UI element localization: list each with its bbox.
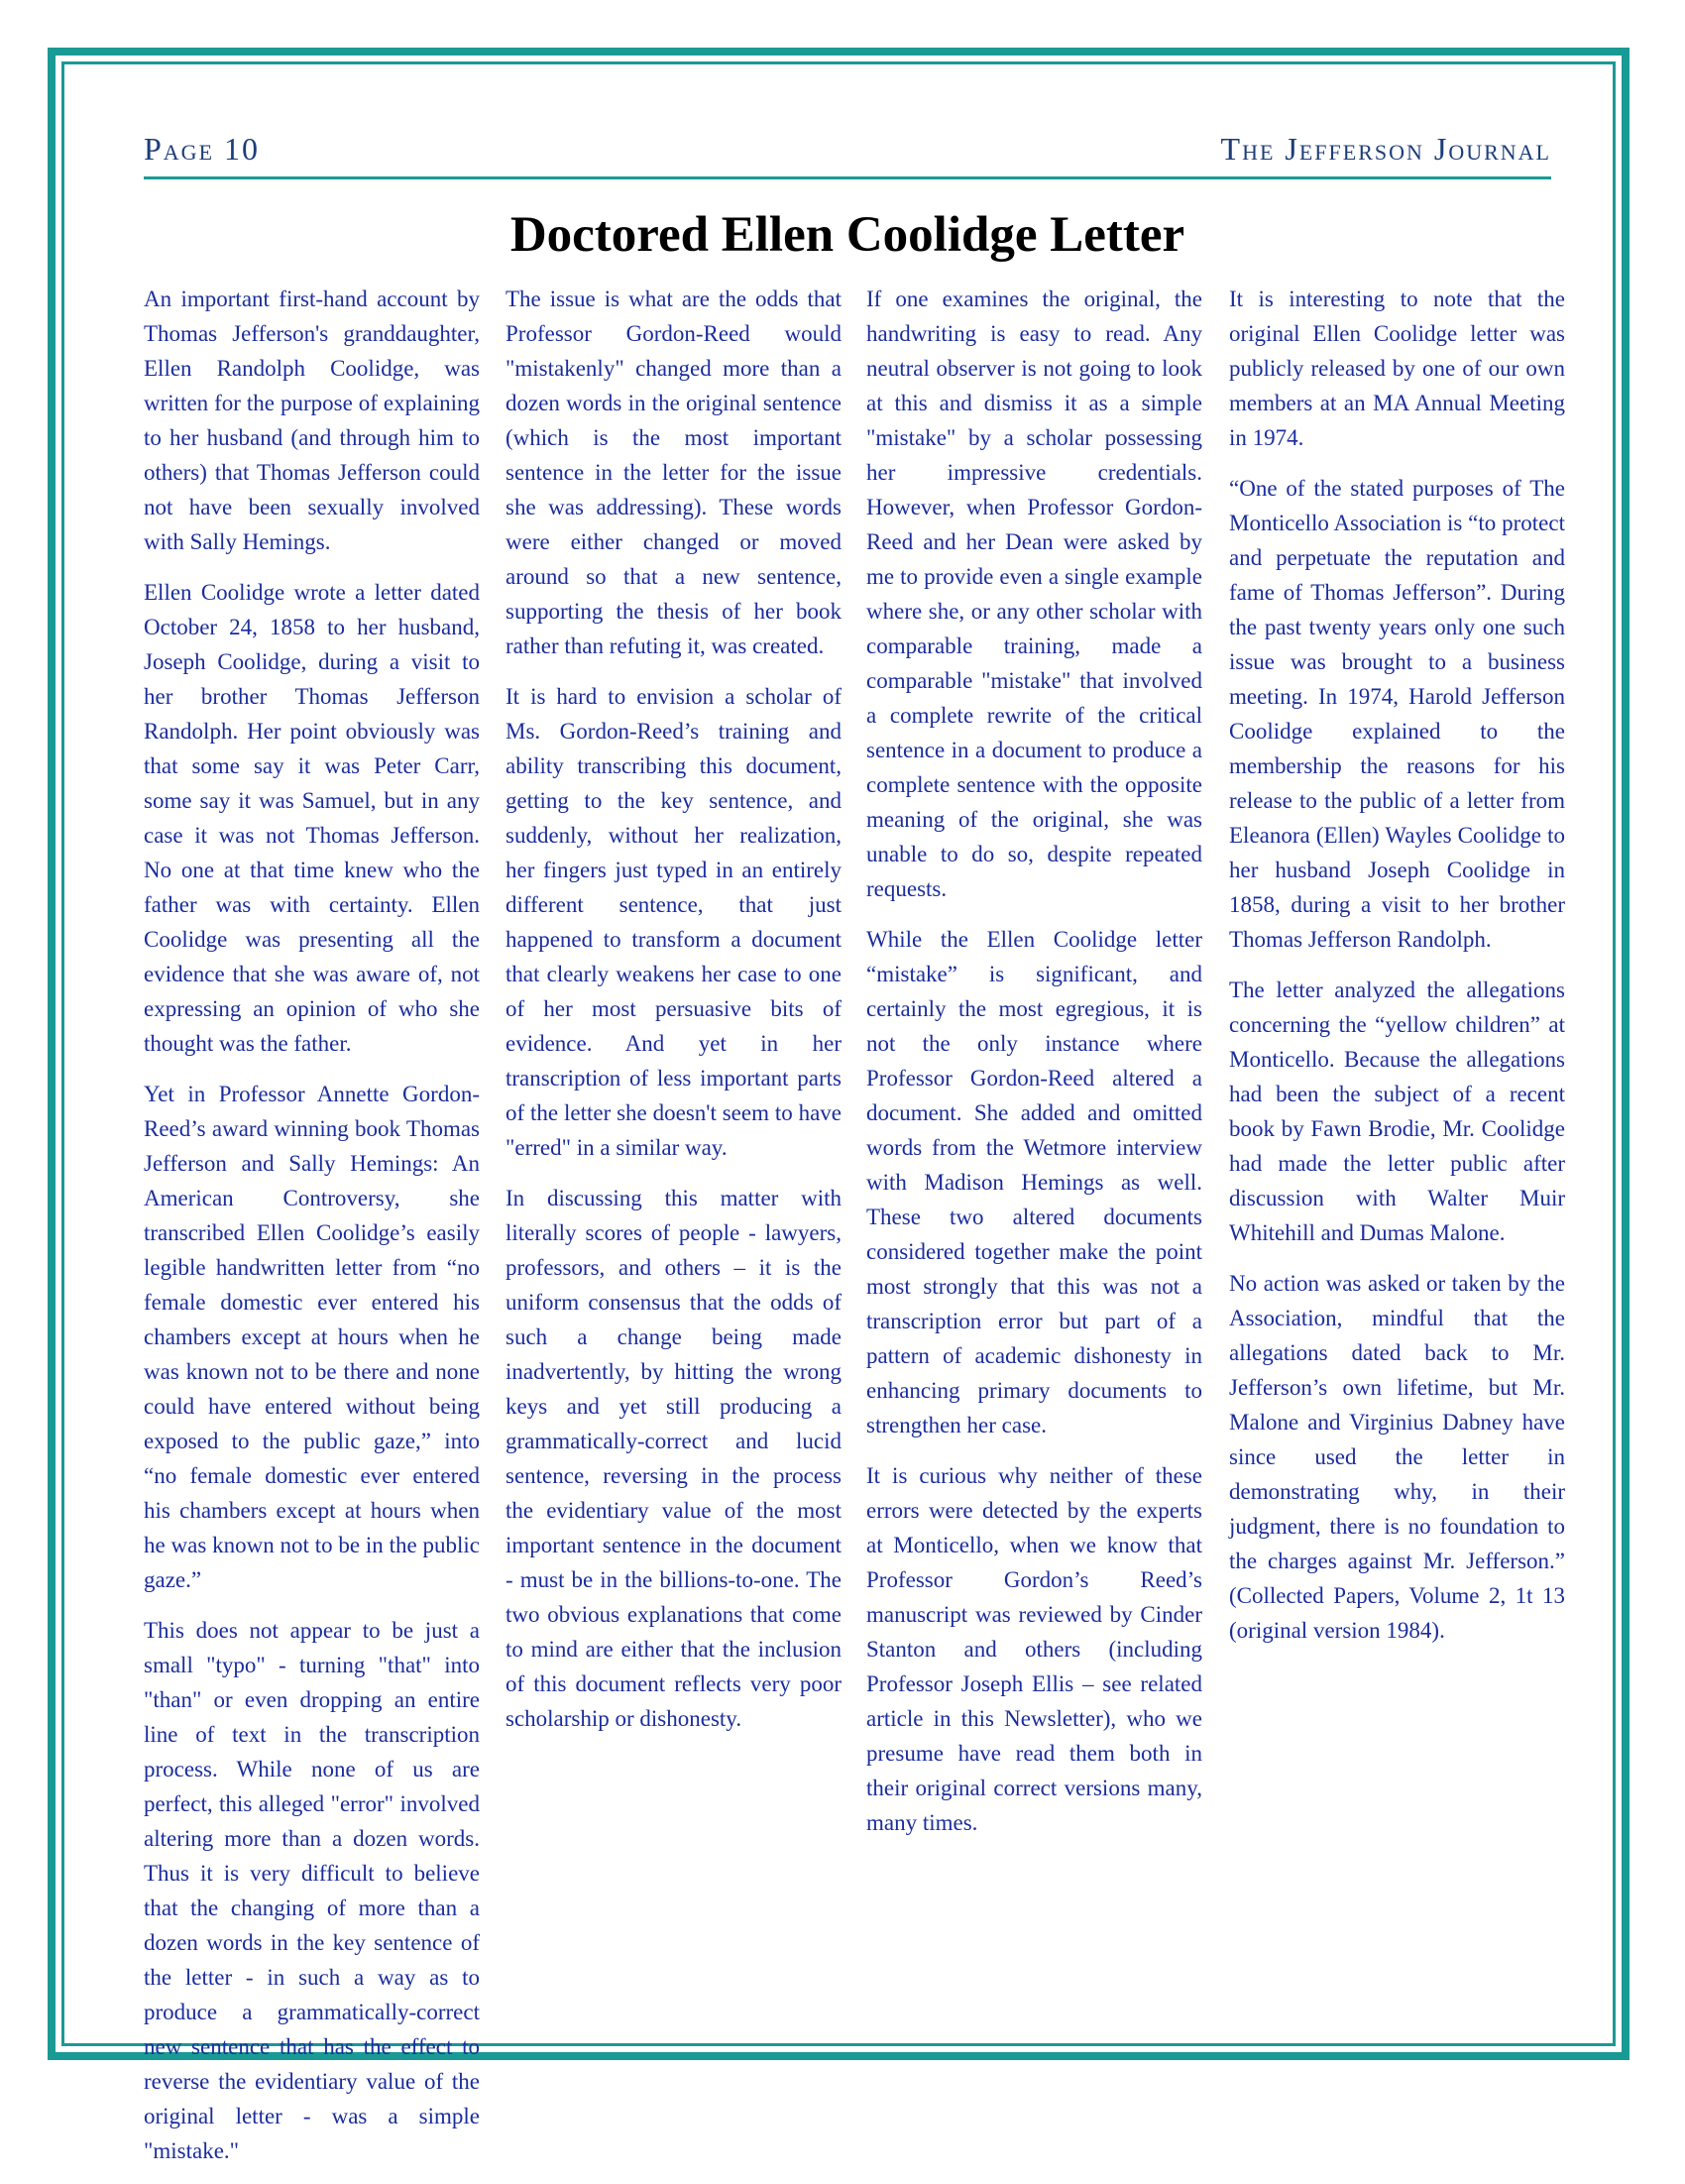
article-title: Doctored Ellen Coolidge Letter — [509, 207, 1185, 263]
article-column-4 — [1229, 282, 1565, 1664]
article-paragraph: This does not appear to be just a small "typo" - turning "that" into "than" or even dropping an entire line of text in the transcription process. While none of us are perfect, this alleged "error" involved altering more than a dozen words. Thus it is very difficult to believe that the changing of more than a dozen words in the key sentence of the letter - in such a way as to produce a grammatically-correct new sentence that has the effect to reverse the evidentiary value of the original letter - was a simple "mistake." — [144, 1618, 480, 2163]
article-paragraph: It is interesting to note that the original Ellen Coolidge letter was publicly released by one of our own members at an MA Annual Meeting in 1974. — [1229, 287, 1565, 450]
page-header — [144, 131, 1551, 179]
article-paragraph: The issue is what are the odds that Professor Gordon-Reed would "mistakenly" changed more than a dozen words in the original sentence (which is the most important sentence in the letter for the issue she was addressing). These words were either changed or moved around so that a new sentence, supporting the thesis of her book rather than refuting it, was created. — [506, 287, 842, 658]
article-column-2 — [506, 282, 842, 1752]
article-column-3 — [866, 282, 1202, 1856]
article-paragraph: The letter analyzed the allegations concerning the “yellow children” at Monticello. Because the allegations had been the subject of a recent book by Fawn Brodie, Mr. Coolidge had made the letter public after discussion with Walter Muir Whitehill and Dumas Malone. — [1229, 977, 1565, 1245]
article-paragraph: It is curious why neither of these errors were detected by the experts at Monticello, when we know that Professor Gordon’s Reed’s manuscript was reviewed by Cinder Stanton and others (including Professor Joseph Ellis – see related article in this Newsletter), who we presume have read them both in their original correct versions many, many times. — [866, 1463, 1202, 1835]
article-paragraph: “One of the stated purposes of The Monticello Association is “to protect and perpetuate the reputation and fame of Thomas Jefferson”. During the past twenty years only one such issue was brought to a business meeting. In 1974, Harold Jefferson Coolidge explained to the membership the reasons for his release to the public of a letter from Eleanora (Ellen) Wayles Coolidge to her husband Joseph Coolidge in 1858, during a visit to her brother Thomas Jefferson Randolph. — [1229, 476, 1565, 952]
journal-title: The Jefferson Journal — [1220, 131, 1551, 167]
article-paragraph: In discussing this matter with literally scores of people - lawyers, professors, and others – it is the uniform consensus that the odds of such a change being made inadvertently, by hitting the wrong keys and yet still producing a grammatically-correct and lucid sentence, reversing in the process the evidentiary value of the most important sentence in the document - must be in the billions-to-one. The two obvious explanations that come to mind are either that the inclusion of this document reflects very poor scholarship or dishonesty. — [506, 1186, 842, 1731]
article-paragraph: While the Ellen Coolidge letter “mistake” is significant, and certainly the most egregious, it is not the only instance where Professor Gordon-Reed altered a document. She added and omitted words from the Wetmore interview with Madison Hemings as well. These two altered documents considered together make the point most strongly that this was not a transcription error but part of a pattern of academic dishonesty in enhancing primary documents to strengthen her case. — [866, 927, 1202, 1437]
article-paragraph: An important first-hand account by Thomas Jefferson's granddaughter, Ellen Randolph Coolidge, was written for the purpose of explaining to her husband (and through him to others) that Thomas Jefferson could not have been sexually involved with Sally Hemings. — [144, 287, 480, 554]
article-column-1 — [144, 282, 480, 2184]
page-number: Page 10 — [144, 131, 261, 167]
article-paragraph: It is hard to envision a scholar of Ms. Gordon-Reed’s training and ability transcribing this document, getting to the key sentence, and suddenly, without her realization, her fingers just typed in an entirely different sentence, that just happened to transform a document that clearly weakens her case to one of her most persuasive bits of evidence. And yet in her transcription of less important parts of the letter she doesn't seem to have "erred" in a similar way. — [506, 684, 842, 1160]
article-paragraph: Ellen Coolidge wrote a letter dated October 24, 1858 to her husband, Joseph Coolidge, during a visit to her brother Thomas Jefferson Randolph. Her point obviously was that some say it was Peter Carr, some say it was Samuel, but in any case it was not Thomas Jefferson. No one at that time knew who the father was with certainty. Ellen Coolidge was presenting all the evidence that she was aware of, not expressing an opinion of who she thought was the father. — [144, 580, 480, 1056]
article-paragraph: Yet in Professor Annette Gordon-Reed’s award winning book Thomas Jefferson and Sally Hemings: An American Controversy, she transcribed Ellen Coolidge’s easily legible handwritten letter from “no female domestic ever entered his chambers except at hours when he was known not to be there and none could have entered without being exposed to the public gaze,” into “no female domestic ever entered his chambers except at hours when he was known not to be in the public gaze.” — [144, 1082, 480, 1592]
article-paragraph: If one examines the original, the handwriting is easy to read. Any neutral observer is not going to look at this and dismiss it as a simple "mistake" by a scholar possessing her impressive credentials. However, when Professor Gordon-Reed and her Dean were asked by me to provide even a single example where she, or any other scholar with comparable training, made a comparable "mistake" that involved a complete rewrite of the critical sentence in a document to produce a complete sentence with the opposite meaning of the original, she was unable to do so, despite repeated requests. — [866, 287, 1202, 901]
article-paragraph: No action was asked or taken by the Association, mindful that the allegations dated back to Mr. Jefferson’s own lifetime, but Mr. Malone and Virginius Dabney have since used the letter in demonstrating why, in their judgment, there is no foundation to the charges against Mr. Jefferson.” (Collected Papers, Volume 2, 1t 13 (original version 1984). — [1229, 1271, 1565, 1643]
